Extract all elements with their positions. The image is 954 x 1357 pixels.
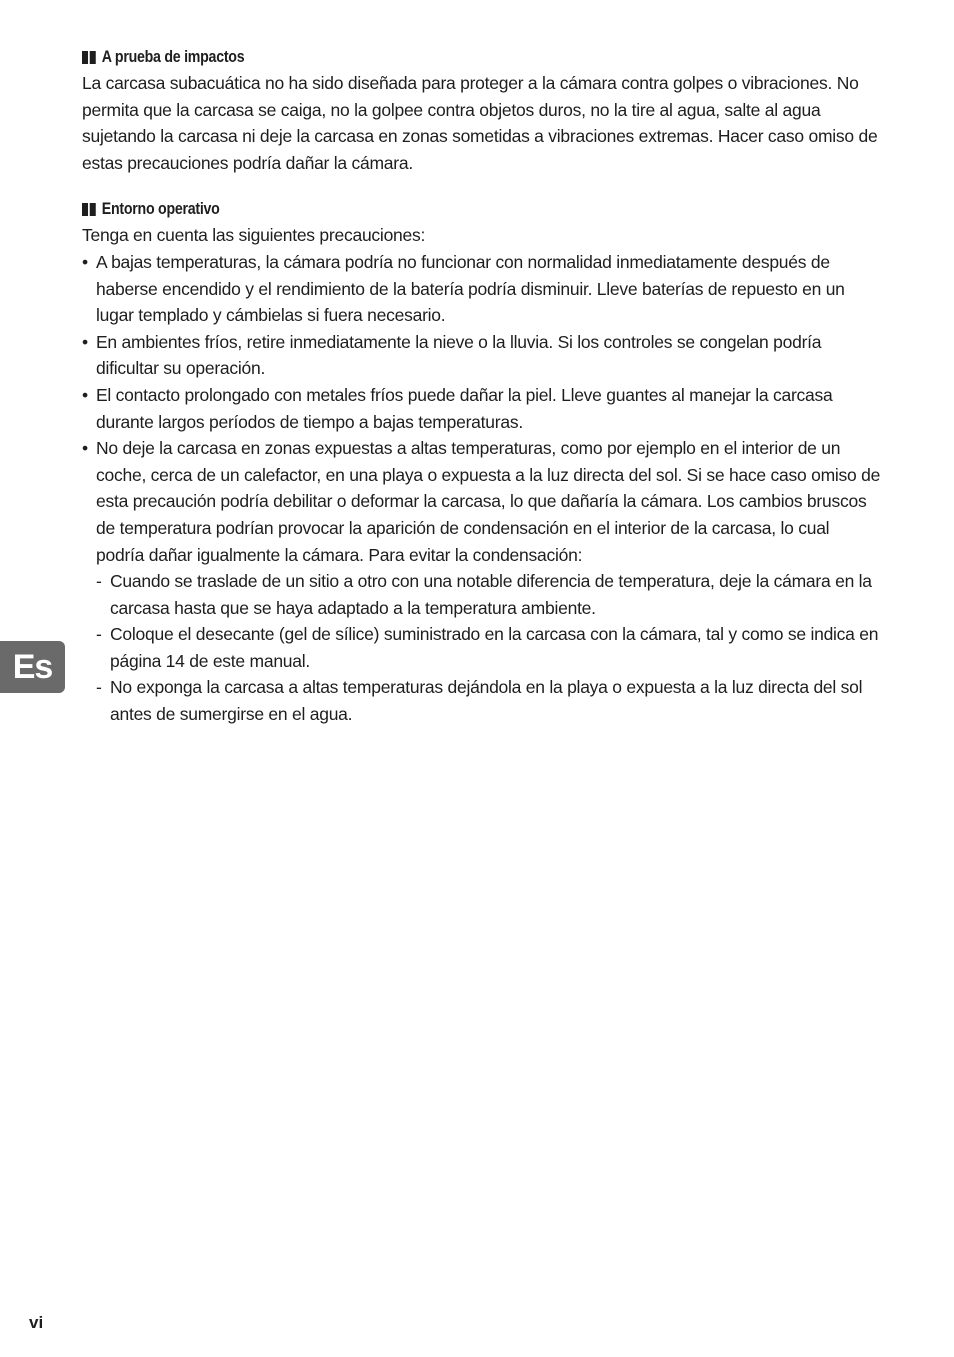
list-item — [82, 249, 882, 329]
section-heading-text: A prueba de impactos — [101, 48, 245, 66]
list-item-text: En ambientes fríos, retire inmediatamente la nieve o la lluvia. Si los controles se congelan podría dificultar su operación. — [96, 331, 822, 379]
section-environment — [82, 196, 882, 727]
bullet-icon: • — [82, 251, 88, 272]
dash-icon: - — [96, 624, 102, 645]
bullet-icon: • — [82, 331, 88, 352]
section-body: La carcasa subacuática no ha sido diseñada para proteger a la cámara contra golpes o vibraciones. No permita que la carcasa se caiga, no la golpee contra objetos duros, no la tire al agua, salte al agua sujetando la carcasa ni deje la carcasa en zonas sometidas a vibraciones extremas. Hacer caso omiso de estas precauciones podría dañar la cámara. — [82, 73, 878, 173]
heading-marker-icon — [82, 51, 96, 64]
condensation-sublist — [96, 568, 882, 728]
sub-list-item-text: No exponga la carcasa a altas temperaturas dejándola en la playa o expuesta a la luz directa del sol antes de sumergirse en el agua. — [110, 677, 863, 725]
sub-list-item-text: Cuando se traslade de un sitio a otro con una notable diferencia de temperatura, deje la cámara en la carcasa hasta que se haya adaptado a la temperatura ambiente. — [110, 571, 872, 618]
list-item-text: A bajas temperaturas, la cámara podría no funcionar con normalidad inmediatamente después de haberse encendido y el rendimiento de la batería podría disminuir. Lleve baterías de repuesto en un lugar templado y cámbielas si fuera necesario. — [96, 251, 845, 326]
sub-list-item — [96, 621, 882, 674]
section-heading — [82, 196, 770, 222]
precautions-list — [82, 249, 882, 728]
section-impact — [82, 44, 882, 176]
bullet-icon: • — [82, 384, 88, 405]
bullet-icon: • — [82, 438, 88, 459]
list-item-text: El contacto prolongado con metales fríos puede dañar la piel. Lleve guantes al manejar la carcasa durante largos períodos de tiempo a bajas temperaturas. — [96, 384, 833, 432]
sub-list-item — [96, 674, 882, 727]
list-item — [82, 329, 882, 382]
section-intro: Tenga en cuenta las siguientes precauciones: — [82, 225, 426, 246]
list-item — [82, 382, 882, 435]
sub-list-item-text: Coloque el desecante (gel de sílice) suministrado en la carcasa con la cámara, tal y como se indica en página 14 de este manual. — [110, 624, 879, 671]
sub-list-item — [96, 568, 882, 621]
section-heading-text: Entorno operativo — [101, 200, 220, 219]
page-content — [82, 44, 882, 728]
list-item-text: No deje la carcasa en zonas expuestas a altas temperaturas, como por ejemplo en el interior de un coche, cerca de un calefactor, en una playa o expuesta a la luz directa del sol. Si se hace caso omiso de esta precaución podría debilitar o deformar la carcasa, lo que dañaría la cámara. Los cambios bruscos de temperatura podrían provocar la aparición de condensación en el interior de la carcasa, lo cual podría dañar igualmente la cámara. Para evitar la condensación: — [96, 438, 881, 565]
section-heading — [82, 44, 770, 70]
dash-icon: - — [96, 571, 102, 592]
language-tab: Es — [0, 641, 65, 693]
heading-marker-icon — [82, 203, 96, 216]
page-number: vi — [29, 1313, 44, 1332]
list-item — [82, 435, 882, 728]
dash-icon: - — [96, 677, 102, 698]
